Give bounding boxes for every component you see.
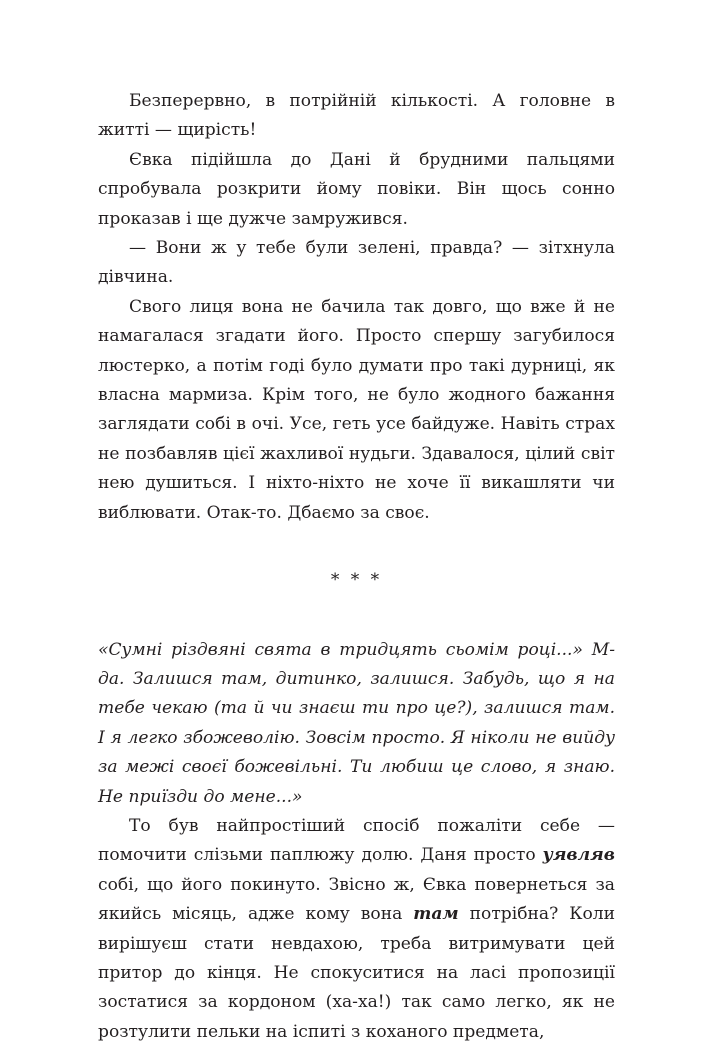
paragraph-evka-eyelids: Євка підійшла до Дані й брудними пальцями спробувала розкрити йому повіки. Він щось сонно проказав і ще дужче замружився. [98, 149, 615, 229]
paragraph-sincerity: Безперервно, в потрійній кількості. А головне в житті — щирість! [98, 91, 615, 141]
paragraph-pity-self [98, 812, 615, 1047]
text-segment: То був найпростіший спосіб пожаліти себе — помочити слізьми паплюжу долю. Даня просто [98, 815, 615, 866]
section-separator: * * * [330, 570, 383, 591]
book-page [98, 87, 615, 1047]
emphasis-word: там [413, 904, 459, 925]
text-segment: потрібна? Коли вирішуєш стати невдахою, треба витримувати цей притор до кінця. Не спокуситися на ласі пропозиції зостатися за кордоном (ха-ха!) так само легко, як не розтулити пельки на іспиті з коханого предмета, [98, 904, 616, 1042]
text-segment: собі, що його покинуто. Звісно ж, Євка повернеться за якийсь місяць, адже кому вона [98, 874, 615, 925]
italic-quote-paragraph: «Сумні різдвяні свята в тридцять сьомім році...» М-да. Залишся там, дитинко, залишся. Забудь, що я на тебе чекаю (та й чи знаєш ти про це?), залишся там. І я легко збожеволію. Зовсім просто. Я ніколи не вийду за межі своєї божевільні. Ти любиш це слово, я знаю. Не приїзди до мене...» [98, 639, 615, 807]
emphasis-word: уявляв [542, 845, 615, 866]
paragraph-own-face: Свого лиця вона не бачила так довго, що вже й не намагалася згадати його. Просто спершу загубилося люстерко, а потім годі було думати про такі дурниці, як власна мармиза. Крім того, не було жодного бажання заглядати собі в очі. Усе, геть усе байдуже. Навіть страх не позбавляв цієї жахливої нудьги. Здавалося, цілий світ нею душиться. І ніхто-ніхто не хоче її викашляти чи виблювати. Отак-то. Дбаємо за своє. [98, 296, 615, 523]
paragraph-green-eyes: — Вони ж у тебе були зелені, правда? — зітхнула дівчина. [98, 238, 615, 288]
